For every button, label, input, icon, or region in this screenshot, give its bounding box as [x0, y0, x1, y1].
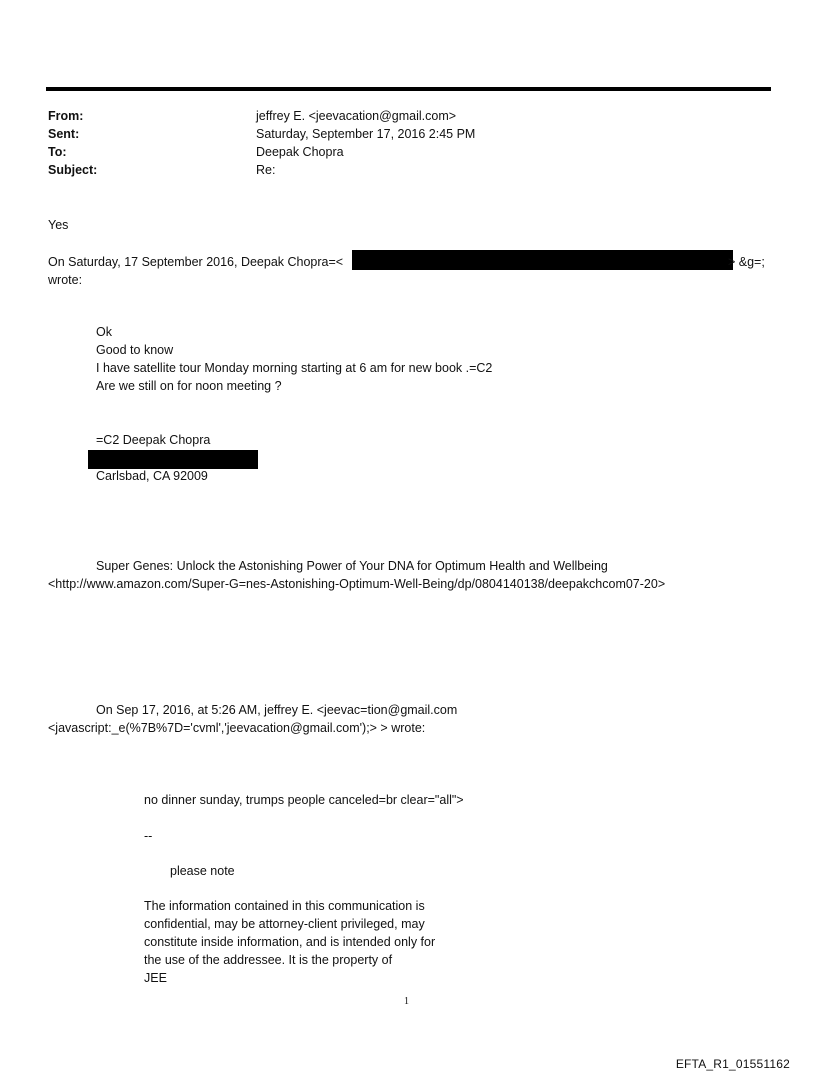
- signature-city: Carlsbad, CA 92009: [96, 469, 208, 483]
- from-label: From:: [48, 109, 84, 123]
- dinner-text: no dinner sunday, trumps people canceled=br clear="all">: [144, 793, 464, 807]
- chopra-line: Good to know: [96, 343, 174, 357]
- chopra-line: I have satellite tour Monday morning starting at 6 am for new book .=C2: [96, 361, 493, 375]
- quote2-line2: <javascript:_e(%7B%7D='cvml','jeevacation@gmail.com');> > wrote:: [48, 721, 426, 735]
- document-id-footer: EFTA_R1_01551162: [675, 1057, 790, 1071]
- quote1-wrote: wrote:: [48, 273, 83, 287]
- sent-value: Saturday, September 17, 2016 2:45 PM: [256, 127, 476, 141]
- disclaimer-line: constitute inside information, and is intended only for: [144, 935, 436, 949]
- signature-name: =C2 Deepak Chopra: [96, 433, 211, 447]
- page-number: 1: [404, 996, 409, 1007]
- header-rule: [46, 87, 771, 91]
- disclaimer-line: JEE: [144, 971, 167, 985]
- quote2-line1: On Sep 17, 2016, at 5:26 AM, jeffrey E. <jeevac=tion@gmail.com: [96, 703, 458, 717]
- please-note: please note: [170, 864, 235, 878]
- to-value: Deepak Chopra: [256, 145, 344, 159]
- subject-value: Re:: [256, 163, 276, 177]
- book-link: <http://www.amazon.com/Super-G=nes-Astonishing-Optimum-Well-Being/dp/0804140138/deepakchcom07-20>: [48, 577, 666, 591]
- disclaimer-line: confidential, may be attorney-client privileged, may: [144, 917, 425, 931]
- disclaimer-line: The information contained in this communication is: [144, 899, 425, 913]
- book-title: Super Genes: Unlock the Astonishing Power of Your DNA for Optimum Health and Wellbeing: [96, 559, 608, 573]
- subject-label: Subject:: [48, 163, 98, 177]
- signature-dashes: --: [144, 829, 153, 843]
- from-value: jeffrey E. <jeevacation@gmail.com>: [256, 109, 457, 123]
- sent-label: Sent:: [48, 127, 80, 141]
- chopra-line: Ok: [96, 325, 112, 339]
- to-label: To:: [48, 145, 67, 159]
- disclaimer-line: the use of the addressee. It is the property of: [144, 953, 393, 967]
- reply-text: Yes: [48, 218, 69, 232]
- quote1-prefix: On Saturday, 17 September 2016, Deepak Chopra=<: [48, 255, 344, 269]
- chopra-line: Are we still on for noon meeting ?: [96, 379, 282, 393]
- quote1-suffix: > &g=;: [728, 255, 765, 269]
- redaction-email-bar: [352, 250, 733, 270]
